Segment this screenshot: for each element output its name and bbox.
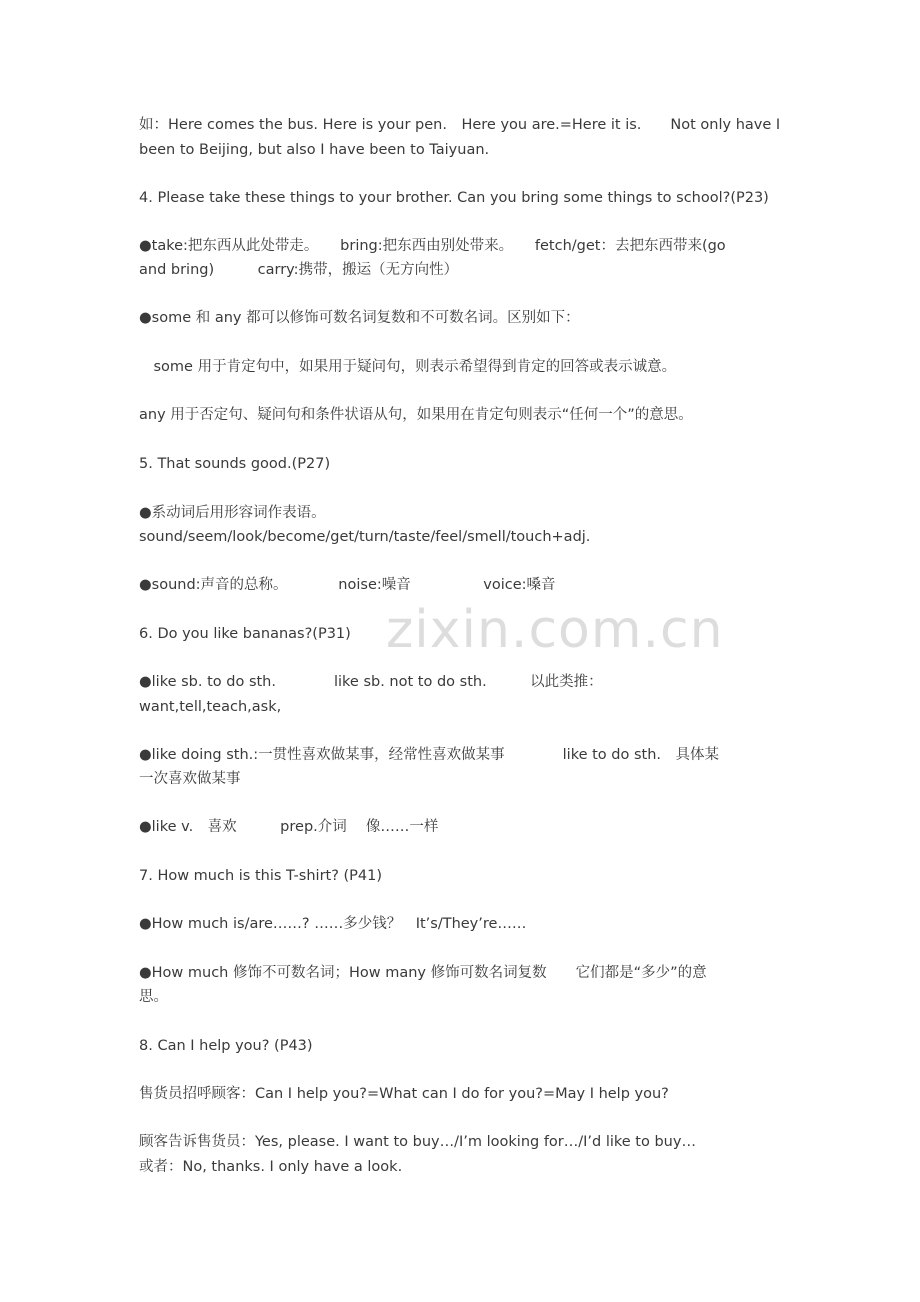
section-heading: 6. Do you like bananas?(P31) xyxy=(139,626,351,642)
text-line: ●like sb. to do sth. like sb. not to do sth. 以此类推： xyxy=(139,674,603,690)
text-line: 一次喜欢做某事 xyxy=(139,771,241,787)
text-line: ●take:把东西从此处带走。 bring:把东西由别处带来。 fetch/get：去把东西带来(go xyxy=(139,238,726,254)
text-line: any 用于否定句、疑问句和条件状语从句，如果用在肯定句则表示“任何一个”的意思。 xyxy=(139,407,693,423)
text-line: been to Beijing, but also I have been to Taiyuan. xyxy=(139,142,490,158)
section-heading: 7. How much is this T-shirt? (P41) xyxy=(139,868,383,884)
section-heading: 8. Can I help you? (P43) xyxy=(139,1038,313,1054)
text-line: ●How much is/are……? ……多少钱？ It’s/They’re…… xyxy=(139,916,527,932)
text-line: sound/seem/look/become/get/turn/taste/feel/smell/touch+adj. xyxy=(139,529,591,545)
text-line: 顾客告诉售货员：Yes, please. I want to buy…/I’m looking for…/I’d like to buy… xyxy=(139,1134,696,1150)
text-line: 或者：No, thanks. I only have a look. xyxy=(139,1159,403,1175)
text-line: 如：Here comes the bus. Here is your pen. Here you are.=Here it is. Not only have I xyxy=(139,117,781,133)
text-line: ●like v. 喜欢 prep.介词 像……一样 xyxy=(139,819,439,835)
text-line: 售货员招呼顾客：Can I help you?=What can I do for you?=May I help you? xyxy=(139,1086,669,1102)
section-heading: 4. Please take these things to your brother. Can you bring some things to school?(P23) xyxy=(139,190,769,206)
text-line: ●like doing sth.:一贯性喜欢做某事，经常性喜欢做某事 like to do sth. 具体某 xyxy=(139,747,720,763)
text-line: and bring) carry:携带，搬运（无方向性） xyxy=(139,262,459,278)
section-heading: 5. That sounds good.(P27) xyxy=(139,456,331,472)
text-line: ●sound:声音的总称。 noise:噪音 voice:嗓音 xyxy=(139,577,556,593)
text-line: want,tell,teach,ask, xyxy=(139,699,282,715)
text-line: 思。 xyxy=(139,989,168,1005)
watermark: zixin.com.cn xyxy=(386,600,724,660)
text-line: some 用于肯定句中，如果用于疑问句，则表示希望得到肯定的回答或表示诚意。 xyxy=(139,359,677,375)
text-line: ●系动词后用形容词作表语。 xyxy=(139,505,326,521)
text-line: ●some 和 any 都可以修饰可数名词复数和不可数名词。区别如下： xyxy=(139,310,580,326)
text-line: ●How much 修饰不可数名词；How many 修饰可数名词复数 它们都是“多少”的意 xyxy=(139,965,707,981)
